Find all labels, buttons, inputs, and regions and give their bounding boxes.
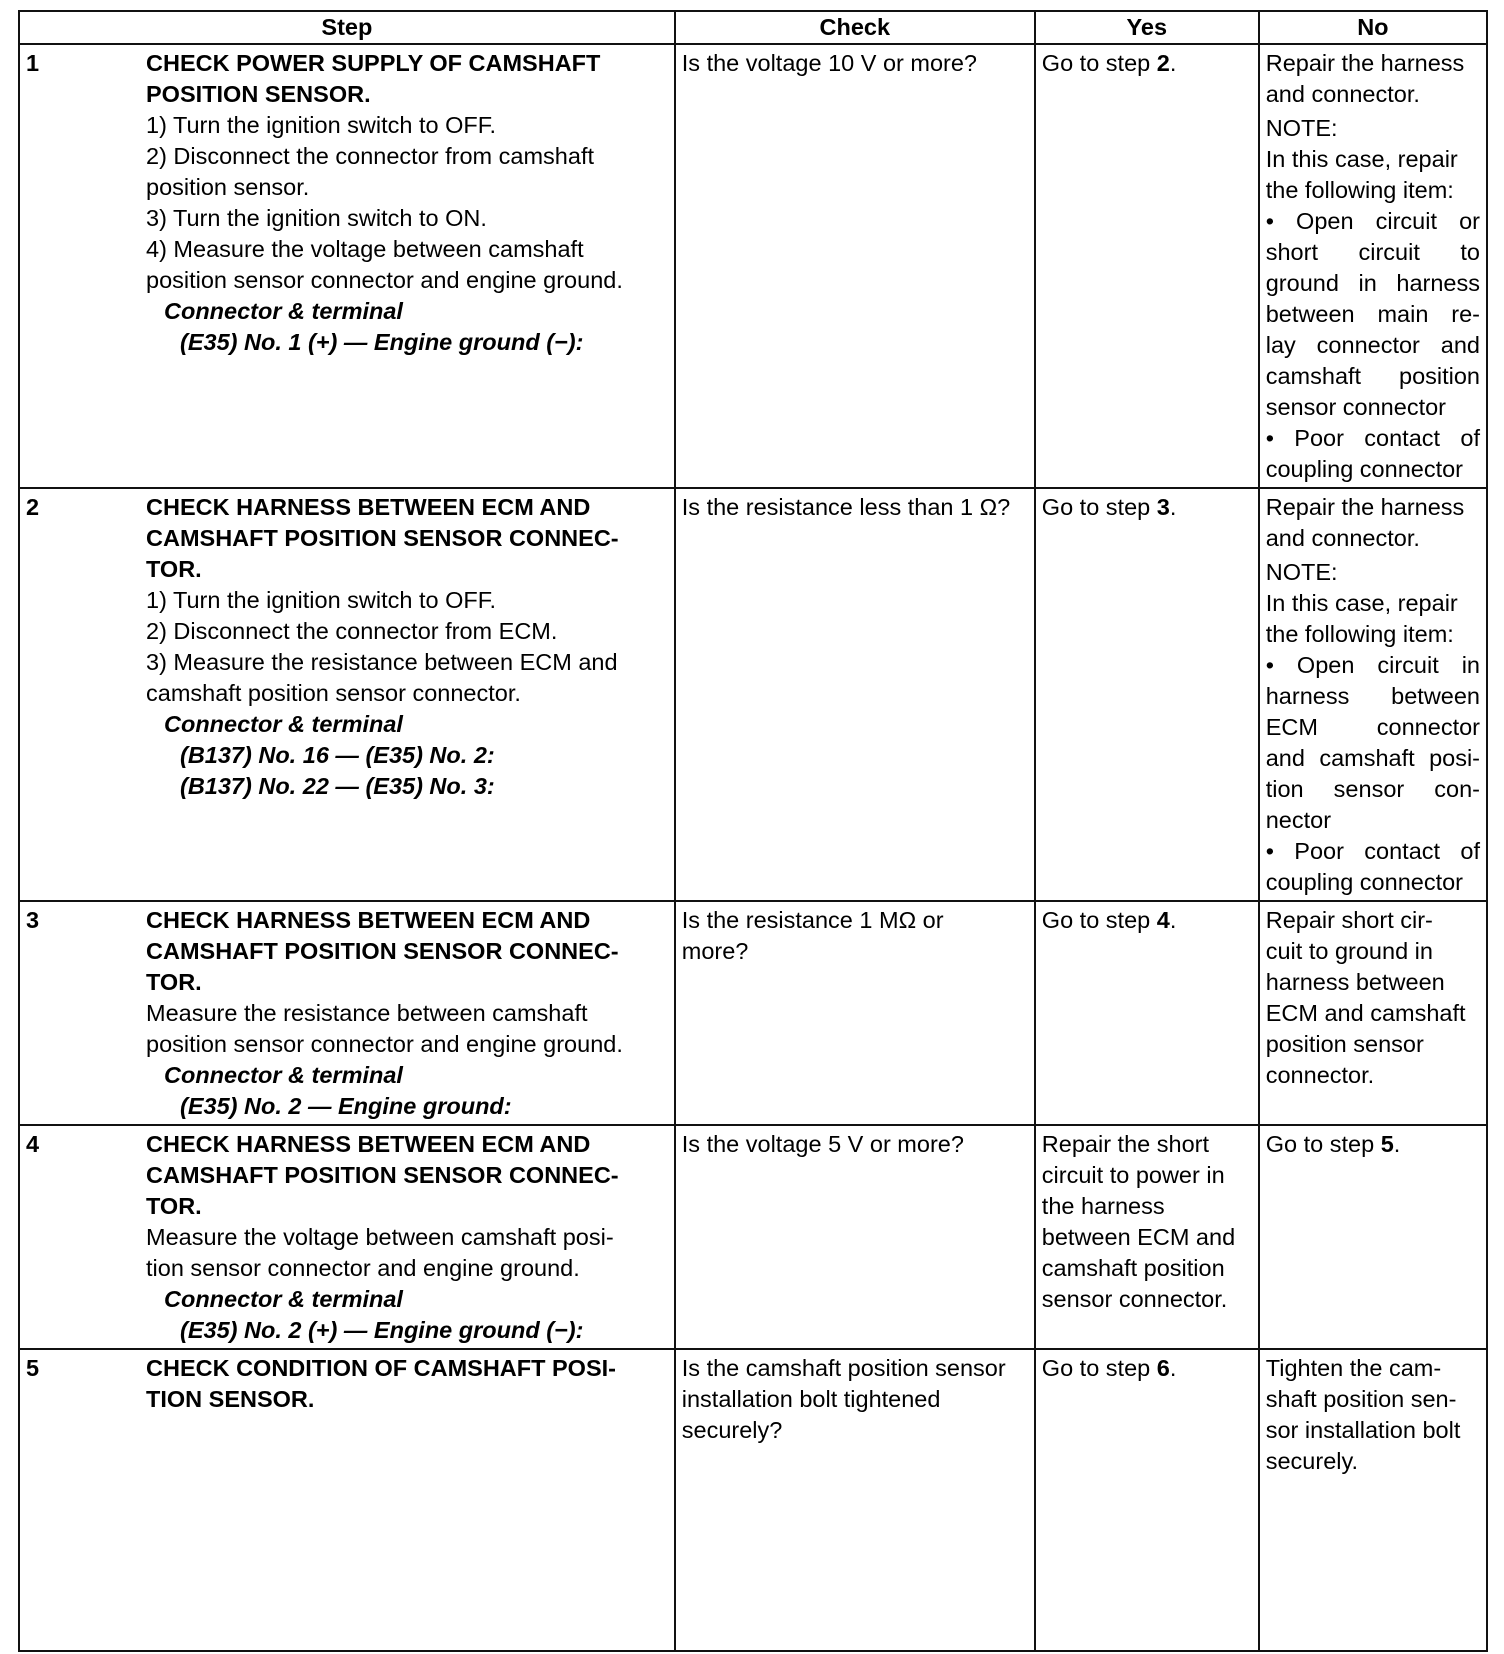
connector-terminal: (B137) No. 22 — (E35) No. 3:: [180, 773, 495, 799]
note-text: tion sensor con-: [1265, 776, 1480, 802]
step-title: [146, 492, 668, 585]
step-number: 1: [26, 50, 40, 76]
note-label: NOTE:: [1265, 115, 1338, 141]
table-row: [19, 901, 1487, 1125]
step-instruction: position sensor connector and engine ground.: [146, 1031, 623, 1057]
header-step: Step: [19, 11, 675, 44]
note-text: • Open circuit in: [1265, 652, 1480, 678]
no-text: cuit to ground in: [1265, 938, 1433, 964]
yes-step-number: 4: [1156, 907, 1170, 933]
note-text: between main re-: [1265, 301, 1480, 327]
step-title-line: CHECK CONDITION OF CAMSHAFT POSI-: [146, 1355, 616, 1381]
step-cell: [19, 44, 675, 488]
yes-text: between ECM and: [1041, 1224, 1236, 1250]
step-number: 5: [26, 1355, 40, 1381]
step-cell: [19, 1125, 675, 1349]
yes-text: Go to step: [1041, 50, 1157, 76]
step-instruction: 4) Measure the voltage between camshaft: [146, 236, 584, 262]
yes-text: Repair the short: [1041, 1131, 1209, 1157]
step-instruction: tion sensor connector and engine ground.: [146, 1255, 580, 1281]
no-text: harness between: [1265, 969, 1445, 995]
step-title-line: TOR.: [146, 1193, 202, 1219]
connector-terminal: (E35) No. 2 (+) — Engine ground (−):: [180, 1317, 584, 1343]
note-text: ECM connector: [1265, 714, 1480, 740]
no-text: Repair the harness: [1265, 50, 1465, 76]
yes-text: the harness: [1041, 1193, 1165, 1219]
no-suffix: .: [1393, 1131, 1401, 1157]
note-text: coupling connector: [1265, 456, 1464, 482]
step-instruction: Measure the voltage between camshaft posi-: [146, 1224, 614, 1250]
step-title-line: CHECK HARNESS BETWEEN ECM AND: [146, 907, 591, 933]
no-text: position sensor: [1265, 1031, 1424, 1057]
step-instruction: camshaft position sensor connector.: [146, 680, 521, 706]
step-title-line: TOR.: [146, 969, 202, 995]
yes-suffix: .: [1169, 907, 1177, 933]
step-number: 4: [26, 1131, 40, 1157]
header-yes: Yes: [1035, 11, 1259, 44]
step-instruction: 3) Turn the ignition switch to ON.: [146, 205, 487, 231]
step-title-line: CAMSHAFT POSITION SENSOR CONNEC-: [146, 525, 619, 551]
no-text: Go to step: [1265, 1131, 1381, 1157]
no-text: Repair short cir-: [1265, 907, 1433, 933]
yes-suffix: .: [1169, 50, 1177, 76]
step-instruction: position sensor.: [146, 174, 310, 200]
check-cell: [675, 44, 1035, 488]
check-text: Is the resistance 1 MΩ or: [681, 907, 944, 933]
yes-cell: [1035, 44, 1259, 488]
step-number: 3: [26, 907, 40, 933]
no-text: sor installation bolt: [1265, 1417, 1461, 1443]
note-text: the following item:: [1265, 177, 1454, 203]
connector-label: Connector & terminal: [164, 1286, 403, 1312]
check-cell: [675, 488, 1035, 901]
yes-cell: [1035, 1125, 1259, 1349]
step-title: [146, 48, 668, 110]
header-no: No: [1259, 11, 1487, 44]
no-cell: [1259, 1349, 1487, 1651]
step-instruction: position sensor connector and engine ground.: [146, 267, 623, 293]
yes-cell: [1035, 1349, 1259, 1651]
connector-label: Connector & terminal: [164, 298, 403, 324]
check-text: securely?: [681, 1417, 783, 1443]
no-cell: [1259, 488, 1487, 901]
check-cell: [675, 901, 1035, 1125]
note-text: • Poor contact of: [1265, 838, 1480, 864]
table-row: [19, 1349, 1487, 1651]
yes-step-number: 6: [1156, 1355, 1170, 1381]
yes-cell: [1035, 901, 1259, 1125]
step-instruction: Measure the resistance between camshaft: [146, 1000, 588, 1026]
yes-suffix: .: [1169, 1355, 1177, 1381]
connector-terminal: (B137) No. 16 — (E35) No. 2:: [180, 742, 495, 768]
header-row: [19, 11, 1487, 44]
note-text: the following item:: [1265, 621, 1454, 647]
step-title: [146, 905, 668, 998]
no-text: connector.: [1265, 1062, 1375, 1088]
no-text: Tighten the cam-: [1265, 1355, 1442, 1381]
step-instruction: 2) Disconnect the connector from camshaft: [146, 143, 595, 169]
note-label: NOTE:: [1265, 559, 1338, 585]
no-cell: [1259, 44, 1487, 488]
note-text: In this case, repair: [1265, 146, 1458, 172]
note-text: • Poor contact of: [1265, 425, 1480, 451]
step-cell: [19, 488, 675, 901]
yes-suffix: .: [1169, 494, 1177, 520]
note-text: lay connector and: [1265, 332, 1480, 358]
yes-text: Go to step: [1041, 907, 1157, 933]
note-text: sensor connector: [1265, 394, 1447, 420]
note-text: nector: [1265, 807, 1332, 833]
header-check: Check: [675, 11, 1035, 44]
diagnostic-table-page: [18, 10, 1488, 1652]
note-text: short circuit to: [1265, 239, 1480, 265]
no-step-number: 5: [1380, 1131, 1394, 1157]
connector-label: Connector & terminal: [164, 1062, 403, 1088]
step-number: 2: [26, 494, 40, 520]
check-text: more?: [681, 938, 749, 964]
step-title-line: CAMSHAFT POSITION SENSOR CONNEC-: [146, 1162, 619, 1188]
note-text: camshaft position: [1265, 363, 1480, 389]
yes-cell: [1035, 488, 1259, 901]
check-text: Is the voltage 10 V or more?: [681, 50, 977, 76]
no-cell: [1259, 901, 1487, 1125]
note-text: ground in harness: [1265, 270, 1480, 296]
step-instruction: 1) Turn the ignition switch to OFF.: [146, 587, 497, 613]
no-text: securely.: [1265, 1448, 1359, 1474]
step-title: [146, 1353, 668, 1415]
step-title: [146, 1129, 668, 1222]
table-row: [19, 44, 1487, 488]
no-text: Repair the harness: [1265, 494, 1465, 520]
yes-text: Go to step: [1041, 494, 1157, 520]
step-cell: [19, 1349, 675, 1651]
step-title-line: CHECK HARNESS BETWEEN ECM AND: [146, 1131, 591, 1157]
no-text: shaft position sen-: [1265, 1386, 1457, 1412]
connector-terminal: (E35) No. 1 (+) — Engine ground (−):: [180, 329, 584, 355]
step-title-line: TOR.: [146, 556, 202, 582]
connector-terminal: (E35) No. 2 — Engine ground:: [180, 1093, 512, 1119]
note-text: • Open circuit or: [1265, 208, 1480, 234]
step-instruction: 3) Measure the resistance between ECM and: [146, 649, 618, 675]
connector-label: Connector & terminal: [164, 711, 403, 737]
step-cell: [19, 901, 675, 1125]
yes-text: sensor connector.: [1041, 1286, 1228, 1312]
step-title-line: CHECK POWER SUPPLY OF CAMSHAFT: [146, 50, 601, 76]
table-row: [19, 488, 1487, 901]
yes-text: Go to step: [1041, 1355, 1157, 1381]
yes-step-number: 2: [1156, 50, 1170, 76]
step-title-line: POSITION SENSOR.: [146, 81, 371, 107]
table-row: [19, 1125, 1487, 1349]
step-title-line: CHECK HARNESS BETWEEN ECM AND: [146, 494, 591, 520]
diagnostic-table: [18, 10, 1488, 1652]
check-cell: [675, 1125, 1035, 1349]
yes-step-number: 3: [1156, 494, 1170, 520]
check-cell: [675, 1349, 1035, 1651]
check-text: Is the voltage 5 V or more?: [681, 1131, 964, 1157]
no-cell: [1259, 1125, 1487, 1349]
step-instruction: 2) Disconnect the connector from ECM.: [146, 618, 558, 644]
check-text: Is the camshaft position sensor: [681, 1355, 1006, 1381]
step-title-line: TION SENSOR.: [146, 1386, 315, 1412]
step-title-line: CAMSHAFT POSITION SENSOR CONNEC-: [146, 938, 619, 964]
yes-text: circuit to power in: [1041, 1162, 1225, 1188]
note-text: and camshaft posi-: [1265, 745, 1480, 771]
note-text: harness between: [1265, 683, 1480, 709]
no-text: and connector.: [1265, 525, 1420, 551]
note-text: In this case, repair: [1265, 590, 1458, 616]
yes-text: camshaft position: [1041, 1255, 1225, 1281]
check-text: installation bolt tightened: [681, 1386, 941, 1412]
note-text: coupling connector: [1265, 869, 1464, 895]
no-text: and connector.: [1265, 81, 1420, 107]
step-instruction: 1) Turn the ignition switch to OFF.: [146, 112, 497, 138]
no-text: ECM and camshaft: [1265, 1000, 1466, 1026]
check-text: Is the resistance less than 1 Ω?: [681, 494, 1011, 520]
